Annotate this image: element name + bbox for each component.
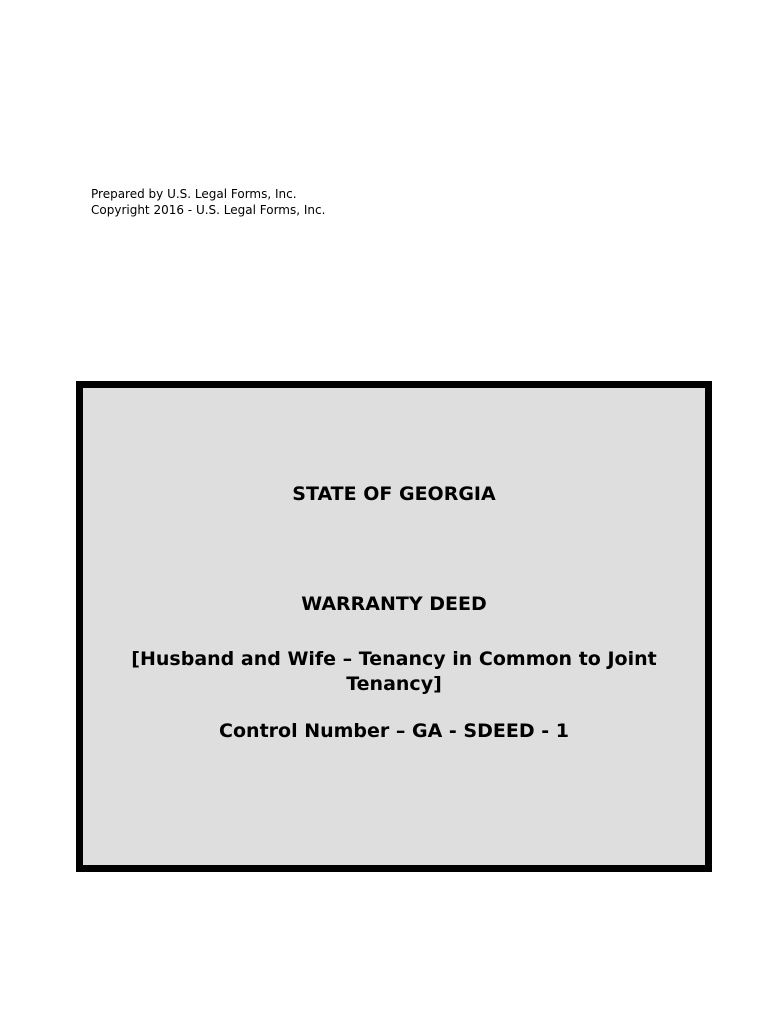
prepared-by-line: Prepared by U.S. Legal Forms, Inc. xyxy=(91,187,297,201)
control-number: Control Number – GA - SDEED - 1 xyxy=(219,720,569,742)
deed-subtitle: [Husband and Wife – Tenancy in Common to Joint Tenancy] xyxy=(131,648,657,695)
document-cover-box xyxy=(76,381,712,872)
state-title: STATE OF GEORGIA xyxy=(292,483,496,505)
preparer-notice xyxy=(91,186,325,218)
deed-title: WARRANTY DEED xyxy=(301,593,487,615)
copyright-line: Copyright 2016 - U.S. Legal Forms, Inc. xyxy=(91,203,326,217)
